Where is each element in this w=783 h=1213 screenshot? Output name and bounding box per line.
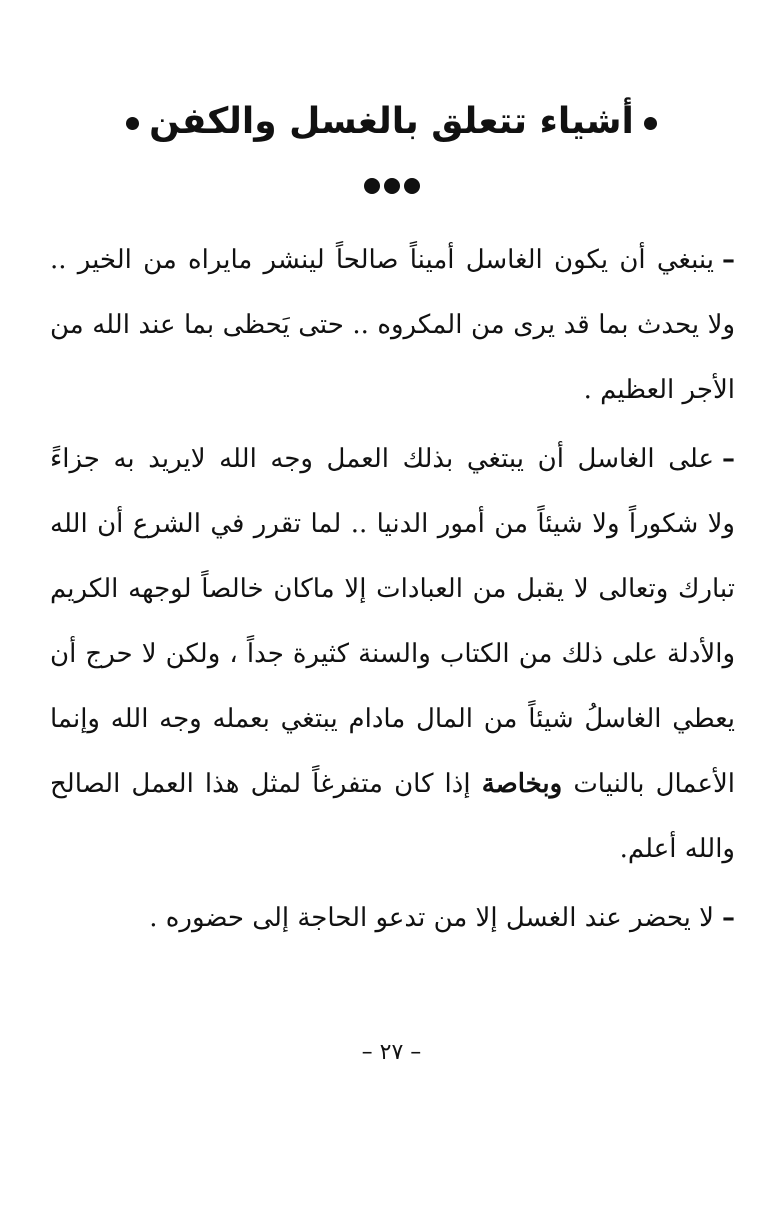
line-text: على الغاسل أن يبتغي بذلك العمل وجه الله لايريد به جزاءً	[50, 444, 714, 474]
text-line	[50, 752, 735, 817]
text-line: الأجر العظيم .	[583, 375, 735, 405]
bullet-icon	[644, 117, 657, 130]
paragraph-3	[50, 886, 735, 951]
emphasis-word: وبخاصة	[481, 769, 563, 799]
line-text: بالنيات	[573, 769, 645, 799]
page-number: – ٢٧ –	[361, 1040, 422, 1065]
dash-bullet-icon: –	[722, 444, 735, 474]
text-line: يعطي الغاسلُ شيئاً من المال مادام يبتغي بعمله وجه الله وإنما	[50, 704, 735, 734]
text-line: والأدلة على ذلك من الكتاب والسنة كثيرة جداً ، ولكن لا حرج أن	[50, 639, 735, 669]
text-line: ولا شكوراً ولا شيئاً من أمور الدنيا .. لما تقرر في الشرع أن الله	[50, 509, 735, 539]
text-line: تبارك وتعالى لا يقبل من العبادات إلا ماكان خالصاً لوجهه الكريم	[50, 574, 735, 604]
ornament-dot-icon	[364, 178, 380, 194]
bullet-icon	[126, 117, 139, 130]
ornament-dot-icon	[384, 178, 400, 194]
line-text: لا يحضر عند الغسل إلا من تدعو الحاجة إلى حضوره .	[149, 903, 714, 933]
dash-bullet-icon: –	[722, 903, 735, 933]
heading-text: أشياء تتعلق بالغسل والكفن	[149, 101, 634, 142]
line-text: إذا كان متفرغاً لمثل هذا العمل الصالح	[50, 769, 471, 799]
ornament-divider	[0, 178, 783, 194]
paragraph-1	[50, 228, 735, 423]
line-text: ينبغي أن يكون الغاسل أميناً صالحاً لينشر مايراه من الخير ..	[50, 245, 714, 275]
line-start-text: الأعمال	[655, 769, 735, 799]
text-line	[50, 886, 735, 951]
ornament-dot-icon	[404, 178, 420, 194]
text-line: ولا يحدث بما قد يرى من المكروه .. حتى يَحظى بما عند الله من	[50, 310, 735, 340]
text-line	[50, 427, 735, 492]
dash-bullet-icon: –	[722, 245, 735, 275]
paragraph-2	[50, 427, 735, 882]
section-heading	[0, 92, 783, 152]
text-line	[50, 228, 735, 293]
text-line: والله أعلم.	[619, 834, 735, 864]
body-text	[50, 228, 735, 951]
